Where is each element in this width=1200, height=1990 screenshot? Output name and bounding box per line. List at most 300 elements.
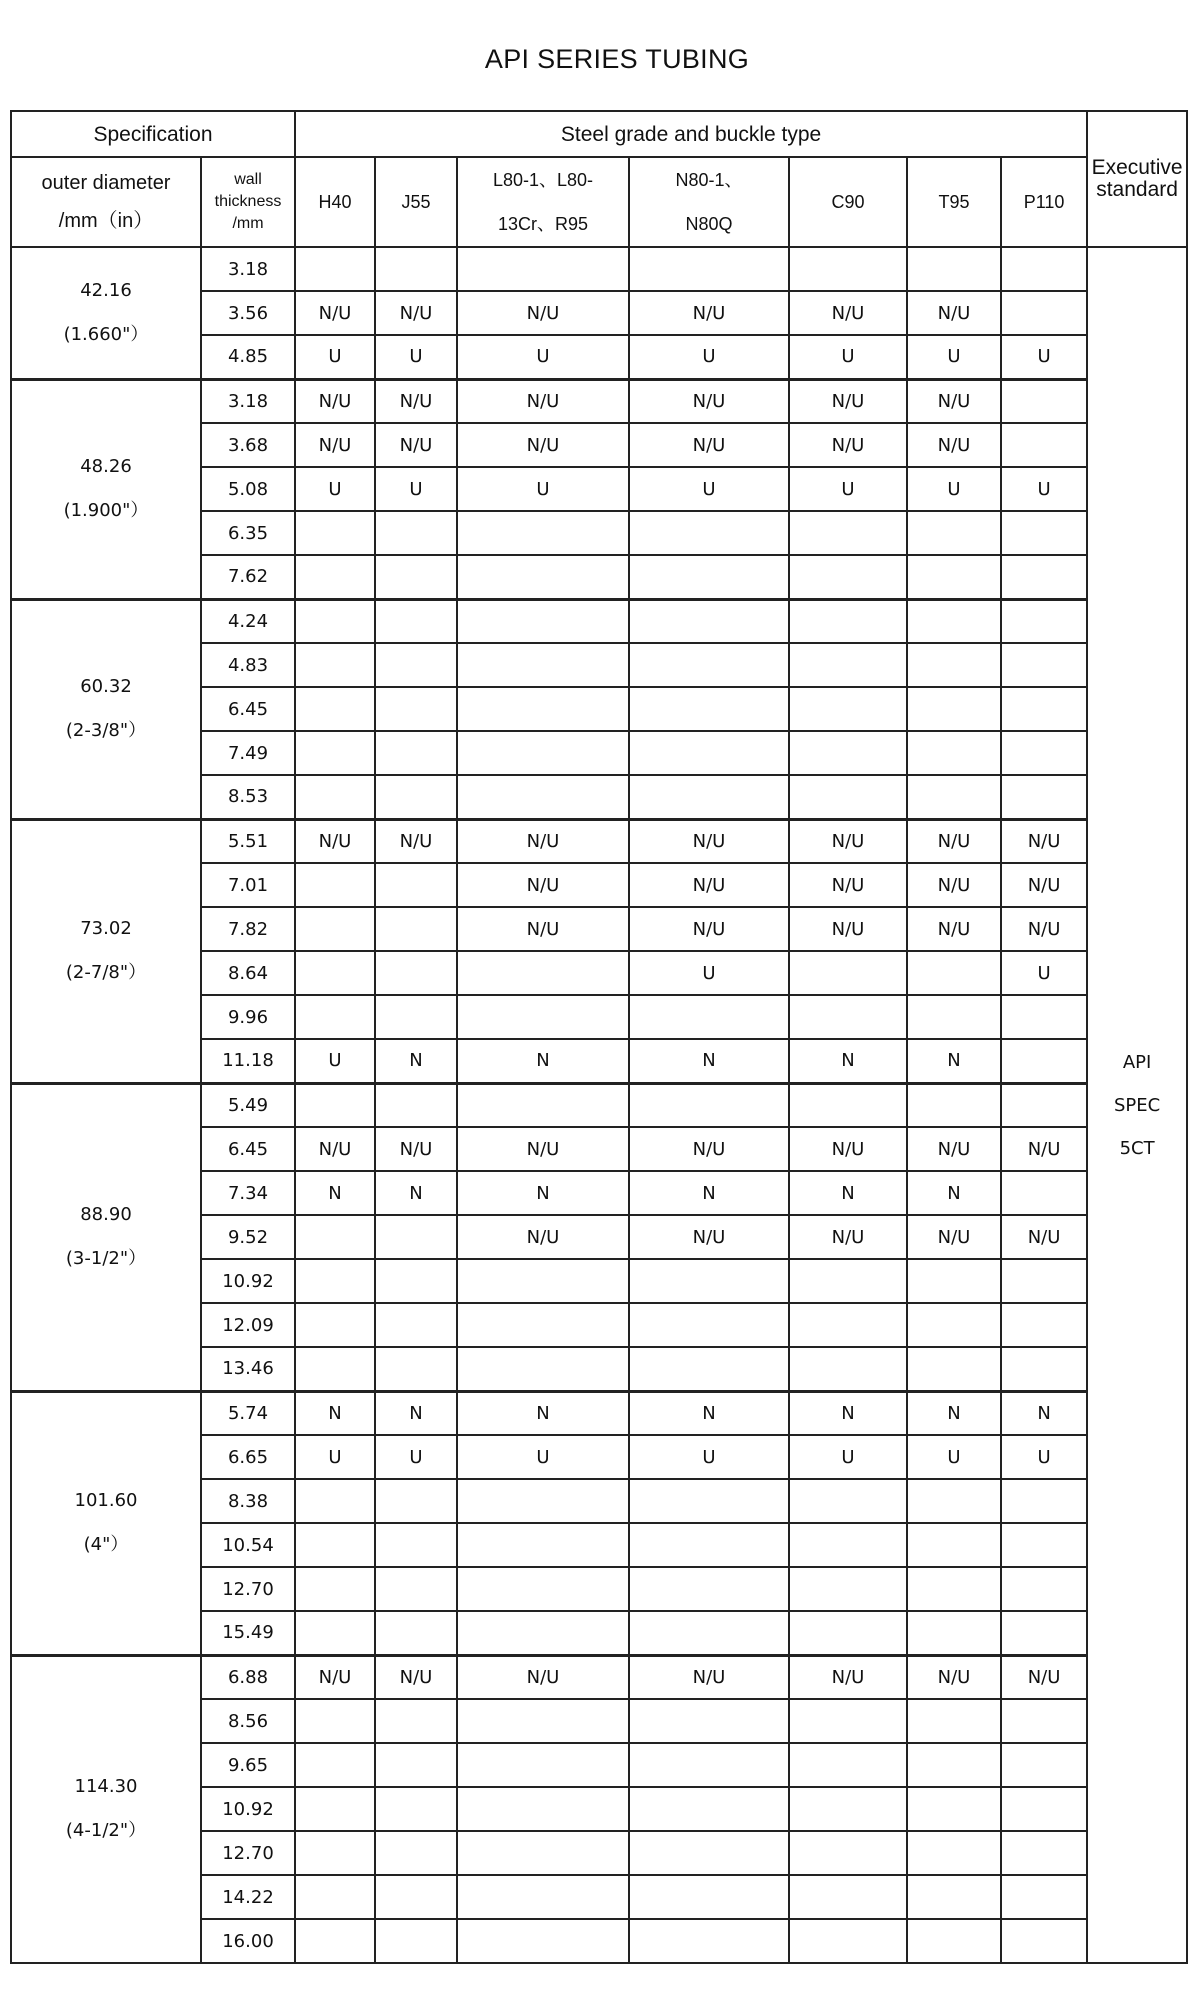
grade-value-cell: U [295,1039,375,1083]
grade-value-cell: N/U [457,379,629,423]
wall-thickness-cell: 4.85 [201,335,295,379]
wall-thickness-cell: 10.92 [201,1259,295,1303]
wall-thickness-cell: 5.51 [201,819,295,863]
outer-diameter-mm: 101.60 [74,1490,138,1511]
grade-value-cell [1001,643,1087,687]
grade-value-cell: U [789,467,907,511]
grade-value-cell [375,1875,457,1919]
grade-value-cell [375,731,457,775]
grade-value-cell [375,555,457,599]
wall-thickness-cell: 12.70 [201,1831,295,1875]
grade-value-cell: N/U [457,863,629,907]
grade-value-cell: N/U [457,819,629,863]
grade-value-cell: N/U [907,1215,1001,1259]
grade-value-cell: N/U [1001,1215,1087,1259]
outer-diameter-cell [11,247,201,379]
grade-value-cell [295,1875,375,1919]
grade-value-cell [295,1919,375,1963]
grade-value-cell [629,511,789,555]
grade-value-cell [907,1523,1001,1567]
grade-value-cell: N/U [457,1215,629,1259]
grade-value-cell [907,1699,1001,1743]
grade-value-cell: N/U [629,819,789,863]
grade-value-cell [1001,423,1087,467]
grade-value-cell: U [907,335,1001,379]
grade-value-cell [295,951,375,995]
wall-thickness-cell: 6.65 [201,1435,295,1479]
grade-value-cell: N [375,1171,457,1215]
outer-diameter-cell [11,1655,201,1963]
grade-value-cell [457,511,629,555]
grade-value-cell [629,1523,789,1567]
executive-standard-cell [1087,247,1187,1963]
outer-diameter-mm: 60.32 [80,676,132,697]
grade-value-cell: N/U [789,863,907,907]
grade-header-t95: T95 [907,157,1001,247]
grade-value-cell [295,1611,375,1655]
tubing-table [10,110,1188,1964]
grade-value-cell [1001,1523,1087,1567]
grade-value-cell: N/U [1001,819,1087,863]
outer-diameter-header [11,157,201,247]
grade-value-cell [907,995,1001,1039]
grade-value-cell: N/U [907,379,1001,423]
grade-value-cell: N/U [629,379,789,423]
grade-value-cell [1001,1039,1087,1083]
grade-value-cell [789,775,907,819]
grade-value-cell [789,1479,907,1523]
grade-value-cell [789,1523,907,1567]
grade-value-cell [907,247,1001,291]
grade-value-cell [907,1919,1001,1963]
table-row [11,247,1187,291]
executive-standard-header [1087,111,1187,247]
grade-value-cell [1001,1787,1087,1831]
grade-value-cell [789,1831,907,1875]
grade-value-cell [907,1303,1001,1347]
grade-value-cell [629,1699,789,1743]
grade-value-cell: N/U [375,1127,457,1171]
grade-value-cell [1001,1875,1087,1919]
wall-thickness-cell: 5.49 [201,1083,295,1127]
wall-thickness-cell: 16.00 [201,1919,295,1963]
table-row [11,1083,1187,1127]
wall-thickness-cell: 3.18 [201,379,295,423]
grade-value-cell [629,247,789,291]
grade-value-cell [907,1743,1001,1787]
grade-value-cell: U [295,467,375,511]
grade-value-cell [907,1875,1001,1919]
grade-value-cell [295,1259,375,1303]
grade-value-cell: U [375,467,457,511]
grade-value-cell [457,643,629,687]
outer-diameter-cell [11,819,201,1083]
grade-value-cell [1001,1259,1087,1303]
wall-thickness-cell: 9.52 [201,1215,295,1259]
grade-value-cell [375,1215,457,1259]
grade-value-cell [295,1479,375,1523]
grade-value-cell [1001,511,1087,555]
grade-value-cell: N/U [295,291,375,335]
grade-value-cell [629,1479,789,1523]
grade-value-cell: U [375,335,457,379]
wall-thickness-cell: 13.46 [201,1347,295,1391]
grade-value-cell: N/U [789,291,907,335]
outer-diameter-mm: 42.16 [80,279,132,301]
grade-value-cell [907,1259,1001,1303]
grade-value-cell [629,995,789,1039]
grade-value-cell [1001,1743,1087,1787]
grade-value-cell [457,1831,629,1875]
grade-value-cell [629,643,789,687]
grade-value-cell [907,599,1001,643]
grade-value-cell [375,1479,457,1523]
grade-value-cell: N [295,1391,375,1435]
grade-value-cell: N/U [789,1655,907,1699]
wall-thickness-cell: 14.22 [201,1875,295,1919]
grade-value-cell [295,1787,375,1831]
grade-value-cell: U [295,1435,375,1479]
grade-value-cell: N/U [295,423,375,467]
grade-value-cell [1001,1611,1087,1655]
wall-thickness-cell: 8.56 [201,1699,295,1743]
wall-thickness-cell: 15.49 [201,1611,295,1655]
grade-value-cell [1001,1919,1087,1963]
wall-thickness-cell: 12.70 [201,1567,295,1611]
grade-value-cell: N/U [629,1215,789,1259]
grade-value-cell [375,1919,457,1963]
grade-value-cell [457,731,629,775]
wall-thickness-cell: 7.49 [201,731,295,775]
wall-thickness-cell: 11.18 [201,1039,295,1083]
grade-value-cell [375,1523,457,1567]
executive-standard-line-1: Executive [1091,156,1183,179]
grade-value-cell: N [375,1391,457,1435]
outer-diameter-cell [11,1391,201,1655]
wall-thickness-cell: 7.62 [201,555,295,599]
grade-value-cell [907,687,1001,731]
grade-value-cell [789,951,907,995]
wall-thickness-cell: 4.24 [201,599,295,643]
grade-value-cell [295,863,375,907]
grade-value-cell: N/U [907,907,1001,951]
outer-diameter-in: (3-1/2"） [65,1248,147,1269]
grade-value-cell [907,1347,1001,1391]
grade-value-cell [789,1875,907,1919]
grade-value-cell [295,1743,375,1787]
grade-value-cell: N [907,1391,1001,1435]
grade-value-cell [457,1611,629,1655]
grade-value-cell [907,775,1001,819]
grade-value-cell [375,1787,457,1831]
grade-value-cell: N/U [789,1127,907,1171]
grade-value-cell: N/U [457,1655,629,1699]
wall-thickness-cell: 10.54 [201,1523,295,1567]
grade-value-cell [1001,291,1087,335]
table-row [11,379,1187,423]
page-title: API SERIES TUBING [484,44,750,74]
grade-value-cell: U [1001,951,1087,995]
grade-value-cell [375,1567,457,1611]
grade-value-cell: N/U [907,423,1001,467]
grade-value-cell: N/U [1001,907,1087,951]
wall-thickness-cell: 7.34 [201,1171,295,1215]
grade-value-cell: N/U [375,1655,457,1699]
grade-value-cell [375,687,457,731]
grade-value-cell [1001,731,1087,775]
grade-value-cell [375,599,457,643]
grade-value-cell [295,1831,375,1875]
grade-value-cell [789,1699,907,1743]
outer-diameter-in: (2-3/8"） [65,720,147,741]
grade-value-cell [295,1215,375,1259]
grade-value-cell [1001,1567,1087,1611]
grade-header-l80: L80-1、L80-13Cr、R95 [457,157,629,247]
wall-thickness-cell: 5.08 [201,467,295,511]
grade-value-cell [789,1919,907,1963]
wall-thickness-cell: 8.64 [201,951,295,995]
grade-value-cell [629,1611,789,1655]
grade-value-cell [295,1567,375,1611]
wall-thickness-cell: 6.45 [201,1127,295,1171]
outer-diameter-line-1: outer diameter [41,172,171,194]
grade-value-cell: N/U [1001,1655,1087,1699]
grade-value-cell: U [1001,335,1087,379]
grade-value-cell: N/U [789,1215,907,1259]
grade-value-cell: N/U [629,291,789,335]
grade-value-cell [457,1303,629,1347]
wall-thickness-cell: 6.88 [201,1655,295,1699]
grade-value-cell [375,511,457,555]
grade-value-cell: N/U [907,1127,1001,1171]
grade-value-cell [457,1347,629,1391]
grade-value-cell [789,247,907,291]
grade-value-cell [789,1743,907,1787]
grade-value-cell [789,511,907,555]
outer-diameter-mm: 114.30 [74,1776,138,1798]
grade-value-cell [295,907,375,951]
grade-value-cell [457,247,629,291]
grade-value-cell: N/U [375,379,457,423]
grade-value-cell [907,643,1001,687]
outer-diameter-line-2: /mm（in） [58,210,154,232]
table-row [11,599,1187,643]
grade-value-cell: U [1001,467,1087,511]
grade-value-cell [1001,1171,1087,1215]
wall-thickness-cell: 5.74 [201,1391,295,1435]
grade-value-cell [629,775,789,819]
grade-value-cell [907,1567,1001,1611]
grade-value-cell [1001,687,1087,731]
grade-value-cell [457,775,629,819]
grade-value-cell: N/U [789,379,907,423]
grade-value-cell [295,555,375,599]
grade-value-cell: U [629,467,789,511]
grade-value-cell [1001,995,1087,1039]
specification-header: Specification [11,111,295,157]
grade-value-cell [457,1875,629,1919]
grade-value-cell: N/U [629,907,789,951]
grade-value-cell [457,1259,629,1303]
grade-header-c90: C90 [789,157,907,247]
grade-value-cell [907,1787,1001,1831]
grade-value-cell [295,1347,375,1391]
grade-value-cell [1001,379,1087,423]
grade-value-cell: U [629,951,789,995]
standard-line: SPEC [1113,1094,1161,1116]
grade-value-cell [1001,775,1087,819]
grade-value-cell [1001,1479,1087,1523]
grade-value-cell [1001,555,1087,599]
grade-value-cell [789,731,907,775]
grade-value-cell [457,995,629,1039]
wall-thickness-cell: 3.68 [201,423,295,467]
grade-header-h40: H40 [295,157,375,247]
grade-value-cell [375,1699,457,1743]
grade-value-cell: N [629,1391,789,1435]
grade-value-cell [789,599,907,643]
grade-value-cell: N/U [1001,863,1087,907]
grade-value-cell: N [457,1171,629,1215]
grade-value-cell: N/U [789,819,907,863]
grade-value-cell [457,1699,629,1743]
outer-diameter-mm: 48.26 [80,456,132,477]
grade-value-cell: N/U [629,1655,789,1699]
grade-value-cell [629,1567,789,1611]
grade-value-cell [1001,247,1087,291]
grade-value-cell: U [789,335,907,379]
grade-value-cell [375,1743,457,1787]
grade-value-cell: N/U [907,863,1001,907]
wall-thickness-cell: 9.65 [201,1743,295,1787]
grade-value-cell [375,1347,457,1391]
grade-value-cell [457,951,629,995]
grade-value-cell: N/U [629,863,789,907]
wall-thickness-cell: 4.83 [201,643,295,687]
grade-value-cell: N/U [789,423,907,467]
grade-value-cell [1001,1699,1087,1743]
grade-value-cell [907,511,1001,555]
grade-value-cell [457,1523,629,1567]
outer-diameter-in: (4"） [83,1534,129,1555]
grade-group-header: Steel grade and buckle type [295,111,1087,157]
grade-value-cell: U [457,1435,629,1479]
table-row [11,819,1187,863]
grade-value-cell: U [629,335,789,379]
table-row [11,1391,1187,1435]
grade-value-cell [789,1567,907,1611]
grade-value-cell [789,1083,907,1127]
grade-value-cell [789,1347,907,1391]
table-row [11,1655,1187,1699]
grade-value-cell [457,599,629,643]
grade-value-cell: U [457,467,629,511]
grade-value-cell: N/U [295,819,375,863]
wall-thickness-cell: 12.09 [201,1303,295,1347]
grade-value-cell [295,247,375,291]
grade-value-cell: N/U [457,291,629,335]
grade-value-cell: N [789,1039,907,1083]
grade-value-cell: N/U [457,907,629,951]
grade-value-cell: N [375,1039,457,1083]
grade-value-cell [375,1259,457,1303]
outer-diameter-in: (2-7/8"） [65,962,147,983]
grade-value-cell [907,731,1001,775]
grade-value-cell [295,511,375,555]
grade-value-cell [457,555,629,599]
grade-value-cell [789,687,907,731]
grade-value-cell [1001,1303,1087,1347]
grade-value-cell: N/U [457,1127,629,1171]
wall-thickness-header [201,157,295,247]
grade-value-cell [789,643,907,687]
wall-thickness-line-3: /mm [232,215,264,232]
grade-value-cell: U [629,1435,789,1479]
grade-value-cell: N [907,1039,1001,1083]
executive-standard-line-2: standard [1096,178,1178,201]
standard-line: 5CT [1119,1137,1155,1159]
grade-value-cell [789,995,907,1039]
grade-value-cell [375,247,457,291]
grade-value-cell: N/U [1001,1127,1087,1171]
grade-value-cell: N [789,1171,907,1215]
grade-value-cell: N [1001,1391,1087,1435]
grade-value-cell [907,1083,1001,1127]
grade-value-cell [295,643,375,687]
grade-value-cell: N/U [375,819,457,863]
grade-value-cell [1001,1831,1087,1875]
grade-value-cell [789,1259,907,1303]
grade-value-cell [629,1259,789,1303]
grade-value-cell [457,1083,629,1127]
grade-value-cell [629,1347,789,1391]
grade-value-cell [907,555,1001,599]
grade-value-cell: N [457,1039,629,1083]
grade-value-cell [629,1083,789,1127]
grade-value-cell [295,1303,375,1347]
grade-value-cell: N/U [295,379,375,423]
standard-line: API [1122,1051,1152,1073]
grade-value-cell [457,687,629,731]
grade-value-cell [295,599,375,643]
grade-value-cell [789,1787,907,1831]
outer-diameter-mm: 73.02 [80,918,132,939]
outer-diameter-in: (4-1/2"） [65,1820,147,1842]
grade-value-cell [375,863,457,907]
grade-value-cell [629,1919,789,1963]
grade-value-cell: U [295,335,375,379]
grade-value-cell [789,1303,907,1347]
grade-value-cell [295,775,375,819]
grade-value-cell: N [295,1171,375,1215]
grade-value-cell: N/U [457,423,629,467]
wall-thickness-cell: 7.01 [201,863,295,907]
grade-value-cell [1001,599,1087,643]
grade-value-cell [375,951,457,995]
wall-thickness-cell: 6.45 [201,687,295,731]
grade-value-cell: N [629,1039,789,1083]
wall-thickness-cell: 8.38 [201,1479,295,1523]
grade-value-cell [629,1875,789,1919]
grade-value-cell: N/U [375,291,457,335]
grade-value-cell: N/U [629,423,789,467]
grade-value-cell [375,1083,457,1127]
grade-value-cell: U [1001,1435,1087,1479]
grade-value-cell [629,1831,789,1875]
grade-value-cell [295,1523,375,1567]
grade-value-cell: U [907,467,1001,511]
outer-diameter-mm: 88.90 [80,1204,132,1225]
